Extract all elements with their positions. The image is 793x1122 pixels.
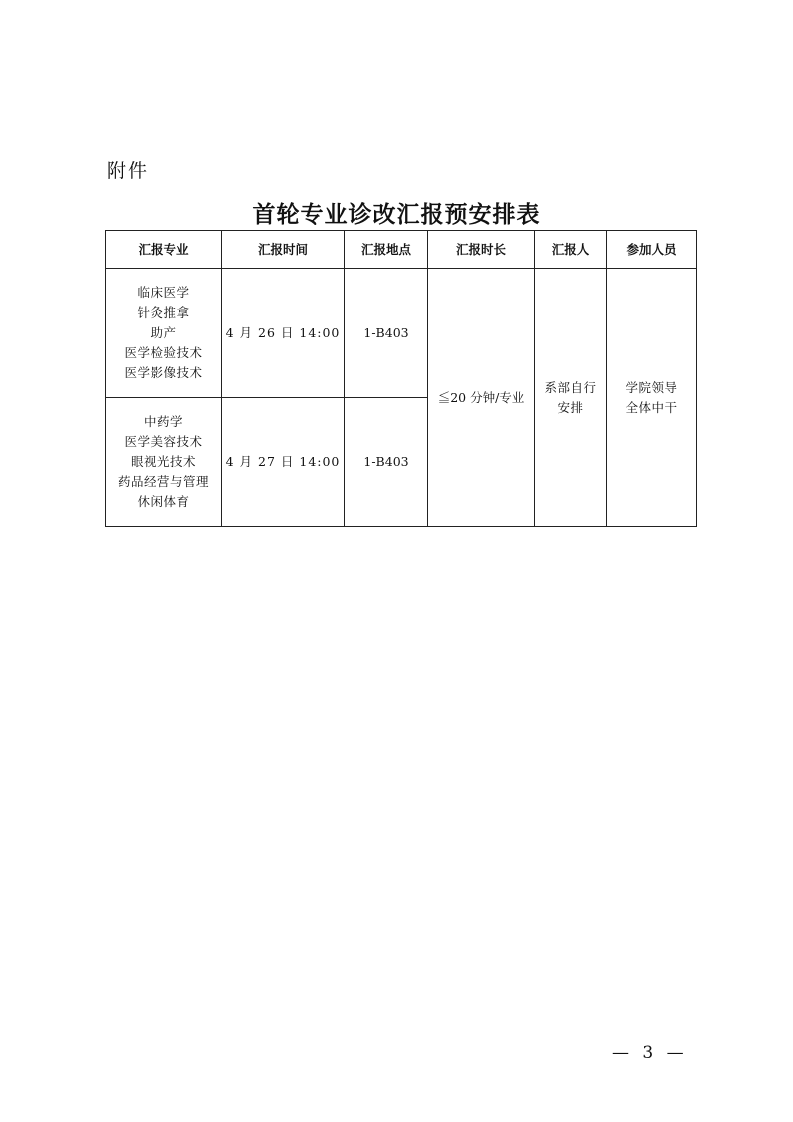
- majors-cell: [106, 398, 222, 527]
- major-item: 休闲体育: [137, 494, 190, 509]
- table-row: [106, 269, 697, 398]
- major-item: 药品经营与管理: [117, 474, 209, 489]
- major-item: 眼视光技术: [130, 454, 196, 469]
- majors-cell: [106, 269, 222, 398]
- location-cell: 1-B403: [345, 269, 428, 398]
- major-item: 医学影像技术: [124, 365, 203, 380]
- major-item: 助产: [150, 325, 177, 340]
- page-number: — 3 —: [612, 1043, 688, 1063]
- header-reporter: 汇报人: [535, 231, 607, 269]
- location-cell: 1-B403: [345, 398, 428, 527]
- document-title: 首轮专业诊改汇报预安排表: [252, 202, 541, 228]
- time-cell: 4 月 27 日 14:00: [222, 398, 345, 527]
- reporter-line: 安排: [557, 399, 584, 415]
- header-time: 汇报时间: [222, 231, 345, 269]
- time-cell: 4 月 26 日 14:00: [222, 269, 345, 398]
- participants-line: 全体中干: [625, 399, 678, 415]
- reporter-cell: [535, 269, 607, 527]
- participants-line: 学院领导: [625, 379, 678, 395]
- major-item: 医学美容技术: [124, 434, 203, 449]
- header-location: 汇报地点: [345, 231, 428, 269]
- table-header-row: [106, 231, 697, 269]
- header-participants: 参加人员: [607, 231, 697, 269]
- schedule-table: [105, 230, 697, 527]
- major-item: 针灸推拿: [137, 305, 190, 320]
- major-item: 临床医学: [137, 285, 190, 300]
- header-major: 汇报专业: [106, 231, 222, 269]
- reporter-line: 系部自行: [544, 379, 597, 395]
- major-item: 中药学: [143, 414, 183, 429]
- participants-cell: [607, 269, 697, 527]
- major-item: 医学检验技术: [124, 345, 203, 360]
- header-duration: 汇报时长: [428, 231, 535, 269]
- duration-cell: ≦20 分钟/专业: [428, 269, 535, 527]
- attachment-label: 附件: [107, 160, 150, 182]
